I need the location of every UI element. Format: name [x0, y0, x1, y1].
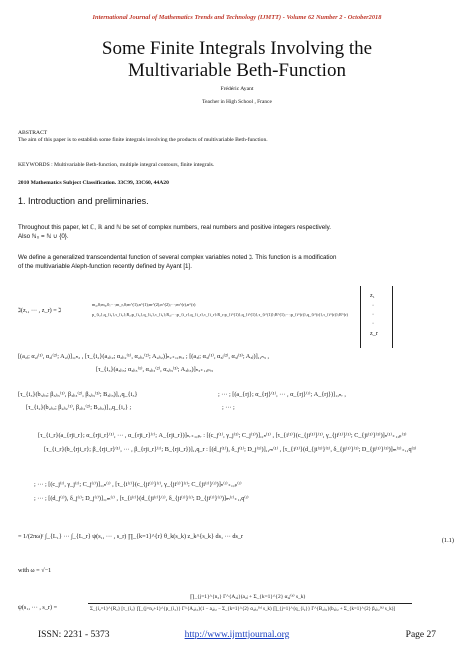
integral-representation: = 1/(2πω)ʳ ∫_{L₁} ··· ∫_{L_r} ψ(s₁, ··· , s_r) ∏_{k=1}^{r} θ_k(s_k) z_k^{s_k} ds₁ ··· ds_r — [18, 533, 244, 540]
vector-dot: · — [372, 311, 375, 318]
parameter-row-7: ; ··· ; [(c_j⁽ʳ⁾, γ_j⁽ʳ⁾; C_j⁽ʳ⁾)]₁,ₙ⁽ʳ⁾ , [τ_{i⁽ʳ⁾}(c_{ji⁽ʳ⁾}⁽ʳ⁾, γ_{ji⁽ʳ⁾}⁽ʳ⁾; C_{ji⁽ʳ⁾}⁽ʳ⁾)]ₙ⁽ʳ⁾₊₁,ₚ⁽ʳ⁾ — [34, 481, 242, 488]
paper-title — [0, 38, 474, 82]
vector-z1: z₁ — [370, 292, 375, 299]
fraction-bar — [88, 603, 412, 604]
parameter-row-3-cont: ; ··· ; [(a_{rj}; α_{rj}⁽¹⁾, ··· , α_{rj}⁽ʳ⁾; A_{rj})]₁,ₙᵣ , — [218, 391, 346, 398]
parameter-row-4-cont: ; ··· ; — [222, 404, 235, 411]
msc-classification: 2010 Mathematics Subject Classification. 33C99, 33C60, 44A20 — [18, 180, 169, 186]
omega-definition: with ω = √−1 — [18, 567, 52, 574]
journal-header: International Journal of Mathematics Trends and Technology (IJMTT) - Volume 62 Number 2 - October2018 — [92, 14, 382, 21]
paragraph-notation-line-2: Also ℕ₀ = ℕ ∪ {0}. — [18, 232, 69, 240]
abstract-heading: ABSTRACT — [18, 130, 48, 136]
parameter-row-4: [τ_{i₂}(b₂ⱼᵢ₂; β₂ⱼᵢ₂⁽¹⁾, β₂ⱼᵢ₂⁽²⁾; B₂ⱼᵢ₂)]₁,q_{i₂} ; — [26, 404, 132, 411]
footer-page-number: Page 27 — [405, 630, 436, 640]
paragraph-definition-line-2: of the multivariable Aleph-function recently defined by Ayant [1]. — [18, 262, 192, 270]
section-heading: 1. Introduction and preliminaries. — [18, 196, 149, 206]
title-line-2: Multivariable Beth-Function — [128, 60, 346, 81]
paragraph-definition — [18, 254, 450, 271]
parameter-row-8: ; ··· ; [(d_j⁽ʳ⁾), δ_j⁽ʳ⁾; D_j⁽ʳ⁾)]₁,ₘ⁽ʳ⁾ , [τ_{i⁽ʳ⁾}(d_{ji⁽ʳ⁾}⁽ʳ⁾, δ_{ji⁽ʳ⁾}⁽ʳ⁾; D_{ji⁽ʳ⁾}⁽ʳ⁾)]ₘ⁽ʳ⁾₊₁,q⁽ʳ⁾ — [34, 495, 249, 502]
matrix-left-bar — [360, 286, 361, 348]
keywords: KEYWORDS : Multivariable Beth-function, multiple integral contours, finite integrals. — [18, 162, 215, 168]
parameter-row-3: [τ_{i₃}(b₃ⱼᵢ₃; β₃ⱼᵢ₃⁽¹⁾, β₃ⱼᵢ₃⁽²⁾, β₃ⱼᵢ₃⁽³⁾; B₃ⱼᵢ₃)]₁,q_{i₃} — [18, 391, 138, 398]
vector-zr: z_r — [370, 330, 378, 337]
abstract-text: The aim of this paper is to establish some finite integrals involving the products of multivariable Beth-function. — [18, 137, 268, 143]
parameter-row-6: [τ_{i_r}(b_{rji_r}; β_{rji_r}⁽¹⁾, ··· , β_{rji_r}⁽ʳ⁾; B_{rji_r})]₁,q_r : [(d_j⁽¹⁾), δ_j⁽¹⁾; D_j⁽¹⁾)]₁,ₘ⁽¹⁾ , [τ_{i⁽¹⁾}(d_{ji⁽¹⁾}⁽¹⁾, δ_{ji⁽¹⁾}⁽¹⁾; D_{ji⁽¹⁾}⁽¹⁾)]ₘ⁽¹⁾₊₁,q⁽¹⁾ — [44, 446, 417, 453]
paragraph-notation — [18, 224, 450, 241]
author-affiliation: Teacher in High School , France — [202, 99, 272, 105]
title-line-1: Some Finite Integrals Involving the — [101, 38, 373, 59]
parameter-row-5: [τ_{i_r}(a_{rji_r}; α_{rji_r}⁽¹⁾, ··· , α_{rji_r}⁽ʳ⁾; A_{rji_r})]ₙᵣ₊₁,ₚᵣ : [(c_j⁽¹⁾, γ_j⁽¹⁾; C_j⁽¹⁾)]₁,ₙ⁽¹⁾ , [τ_{i⁽¹⁾}(c_{ji⁽¹⁾}⁽¹⁾, γ_{ji⁽¹⁾}⁽¹⁾; C_{ji⁽¹⁾}⁽¹⁾)]ₙ⁽¹⁾₊₁,ₚ⁽¹⁾ — [38, 432, 407, 439]
paragraph-definition-line-1: We define a generalized transcendental function of several complex variables noted ℷ. This function is a modification — [18, 254, 337, 261]
equation-number: (1.1) — [441, 537, 454, 544]
matrix-right-bar — [392, 286, 393, 348]
psi-numerator: ∏_{j=1}^{n₂} Γ^{A₂ⱼ}(a₂ⱼ + Σ_{k=1}^{2} α₂ⱼ⁽ᵏ⁾ s_k) — [190, 594, 306, 600]
beth-function-lhs: ℷ(z₁, ··· , z_r) = ℷ — [18, 307, 62, 314]
vector-dot: · — [372, 320, 375, 327]
parameter-row-2: [τ_{i₃}(a₃ⱼᵢ₃; α₃ⱼᵢ₃⁽¹⁾, α₃ⱼᵢ₃⁽²⁾, α₃ⱼᵢ₃⁽³⁾; A₃ⱼᵢ₃)]ₙ₃₊₁,ₚᵢ₃ — [96, 366, 214, 373]
psi-lhs: ψ(s₁, ··· , s_r) = — [18, 604, 58, 611]
vector-dot: · — [372, 302, 375, 309]
footer-issn: ISSN: 2231 - 5373 — [38, 630, 110, 640]
beth-function-subscript: p_{i₂},q_{i₂},τ_{i₂};R₂;p_{i₃},q_{i₃},τ_{i₃};R₃;···;p_{i_r},q_{i_r},τ_{i_r}:R_r:p_{i^(1)},q_{i^(1)},τ_{i^(1)};R^(1);···;p_{i^(r)},q_{i^(r)},τ_{i^(r)};R^(r) — [92, 312, 348, 317]
author-name: Frédéric Ayant — [220, 86, 254, 92]
footer-journal-link[interactable]: http://www.ijmttjournal.org — [184, 630, 290, 640]
parameter-row-1: [(a₂ⱼ; α₂ⱼ⁽¹⁾, α₂ⱼ⁽²⁾; A₂ⱼ)]₁,ₙ₂ , [τ_{i₂}(a₂ⱼᵢ₂; α₂ⱼᵢ₂⁽¹⁾, α₂ⱼᵢ₂⁽²⁾; A₂ⱼᵢ₂)]ₙ₂₊₁,ₚᵢ₂ ; [(a₃ⱼ; α₃ⱼ⁽¹⁾, α₃ⱼ⁽²⁾, α₃ⱼ⁽³⁾; A₃ⱼ)]₁,ₙ₃ , — [18, 353, 270, 360]
psi-denominator: Σ_{i₂=1}^{R₂} [τ_{i₂} ∏_{j=n₂+1}^{p_{i₂}} Γ^{A₂ⱼᵢ₂}(1 − a₂ⱼᵢ₂ − Σ_{k=1}^{2} α₂ⱼᵢ₂⁽ᵏ⁾ s_k) ∏_{j=1}^{q_{i₂}} Γ^{B₂ⱼᵢ₂}(b₂ⱼᵢ₂ + Σ_{k=1}^{2} β₂ⱼᵢ₂⁽ᵏ⁾ s_k)] — [90, 607, 395, 612]
beth-function-superscript: m₂,0;m₃,0;···;m_r,0;m^(1),n^(1);m^(2),n^(2);···;m^(r),n^(r) — [92, 302, 196, 307]
paragraph-notation-line-1: Throughout this paper, let ℂ, ℝ and ℕ be set of complex numbers, real numbers and positive integers respectively. — [18, 224, 331, 231]
